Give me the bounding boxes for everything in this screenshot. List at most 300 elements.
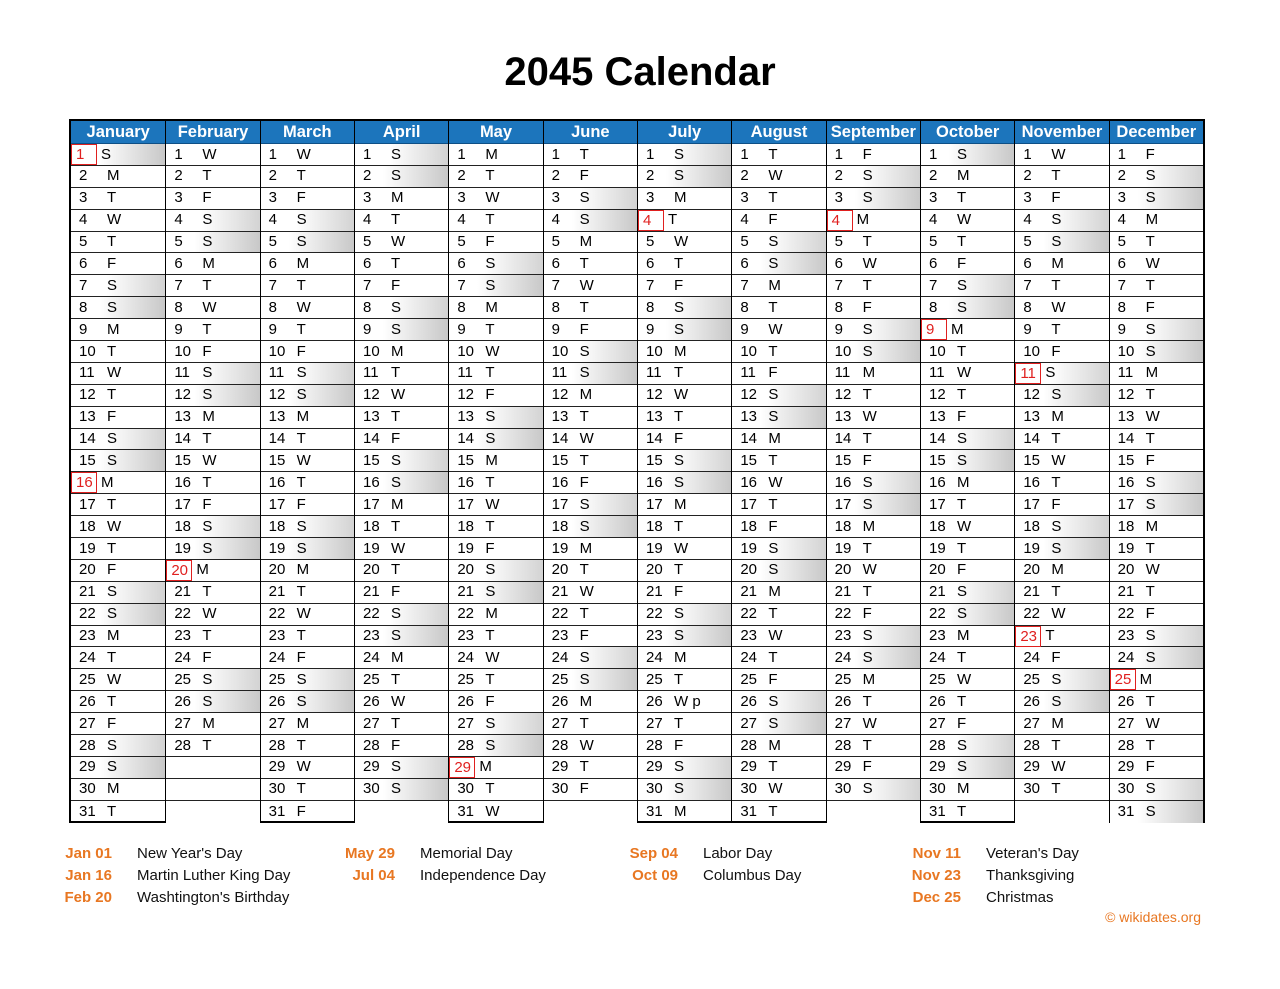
weekday-letter: T	[1045, 627, 1055, 645]
day-cell	[921, 341, 1014, 363]
weekday-letter: S	[674, 167, 685, 185]
day-number: 7	[551, 276, 560, 294]
day-cell	[638, 560, 731, 582]
day-cell	[355, 166, 448, 188]
holiday-row	[323, 865, 546, 887]
day-number: 8	[740, 298, 749, 316]
day-number: 26	[740, 692, 758, 710]
holiday-date: Feb 20	[64, 889, 112, 906]
day-number: 16	[646, 473, 663, 491]
day-number: 8	[363, 298, 372, 316]
day-cell	[544, 319, 637, 341]
weekday-letter: S	[1051, 517, 1062, 535]
day-cell	[921, 494, 1014, 516]
weekday-letter: M	[579, 386, 593, 404]
day-cell	[1110, 407, 1203, 429]
day-number: 30	[834, 780, 852, 798]
weekday-letter: T	[391, 364, 401, 382]
day-number: 8	[1023, 298, 1032, 316]
day-number: 21	[929, 583, 946, 601]
day-number: 10	[457, 342, 475, 360]
day-cell	[827, 144, 920, 166]
day-number: 9	[174, 320, 183, 338]
day-number: 9	[646, 320, 655, 338]
day-number: 13	[457, 408, 475, 426]
weekday-letter: T	[674, 517, 684, 535]
weekday-letter: W	[768, 473, 783, 491]
day-cell	[638, 166, 731, 188]
day-number: 15	[363, 451, 380, 469]
day-cell	[1015, 516, 1108, 538]
weekday-letter: M	[296, 254, 310, 272]
weekday-letter: S	[579, 342, 590, 360]
day-cell	[449, 604, 542, 626]
day-number: 25	[268, 670, 286, 688]
weekday-letter: W	[1145, 561, 1160, 579]
weekday-letter: S	[957, 736, 968, 754]
weekday-letter: M	[768, 276, 781, 294]
weekday-letter: F	[674, 430, 684, 448]
day-cell	[1110, 560, 1203, 582]
day-cell	[1110, 801, 1203, 823]
weekday-letter: T	[296, 276, 306, 294]
weekday-letter: M	[768, 736, 781, 754]
day-cell	[449, 582, 542, 604]
day-number: 13	[268, 408, 286, 426]
day-number: 6	[834, 254, 843, 272]
day-cell	[544, 166, 637, 188]
day-cell	[544, 450, 637, 472]
day-cell	[261, 429, 354, 451]
weekday-letter: T	[1145, 692, 1155, 710]
weekday-letter: F	[768, 670, 778, 688]
weekday-letter: S	[1145, 342, 1156, 360]
weekday-letter: S	[674, 780, 685, 798]
day-number: 14	[363, 430, 380, 448]
month-header: July	[638, 121, 731, 144]
weekday-letter: M	[1139, 670, 1153, 688]
day-number: 30	[551, 780, 569, 798]
day-number: 14	[79, 430, 96, 448]
month-column-october	[920, 121, 1014, 823]
day-cell	[921, 801, 1014, 823]
day-cell	[732, 363, 825, 385]
day-number: 27	[834, 714, 852, 732]
holiday-date: May 29	[344, 845, 395, 862]
weekday-letter: T	[579, 408, 589, 426]
day-cell	[166, 669, 259, 691]
day-cell	[638, 757, 731, 779]
holiday-row	[40, 843, 290, 865]
day-number: 8	[268, 298, 277, 316]
day-cell	[261, 779, 354, 801]
weekday-letter: W	[296, 298, 311, 316]
day-number: 18	[929, 517, 946, 535]
day-number: 23	[834, 627, 852, 645]
weekday-letter: F	[862, 758, 872, 776]
weekday-letter: M	[485, 145, 498, 163]
weekday-letter: W	[202, 145, 217, 163]
day-number: 23	[79, 627, 96, 645]
day-cell	[261, 669, 354, 691]
weekday-letter: T	[202, 320, 212, 338]
day-cell	[261, 363, 354, 385]
day-cell	[261, 210, 354, 232]
day-cell	[449, 779, 542, 801]
weekday-letter: F	[957, 408, 967, 426]
day-number: 1	[740, 145, 749, 163]
day-number: 15	[1117, 451, 1135, 469]
day-cell	[638, 669, 731, 691]
day-cell	[355, 516, 448, 538]
weekday-letter: S	[674, 320, 685, 338]
weekday-letter: M	[202, 254, 215, 272]
month-header: August	[732, 121, 825, 144]
day-number: 6	[79, 254, 88, 272]
day-cell	[449, 363, 542, 385]
day-number: 25	[457, 670, 475, 688]
day-cell	[1110, 275, 1203, 297]
day-number: 6	[740, 254, 749, 272]
weekday-letter: T	[957, 802, 967, 820]
day-cell	[732, 626, 825, 648]
day-number: 3	[1023, 189, 1032, 207]
day-number: 18	[79, 517, 96, 535]
weekday-letter: W	[485, 495, 500, 513]
day-number: 26	[551, 692, 569, 710]
weekday-letter: S	[957, 145, 968, 163]
day-cell	[449, 494, 542, 516]
day-number: 5	[740, 233, 749, 251]
day-number: 12	[740, 386, 758, 404]
day-cell	[166, 341, 259, 363]
day-cell	[732, 472, 825, 494]
day-number: 14	[551, 430, 569, 448]
day-number: 17	[268, 495, 286, 513]
day-number: 1	[929, 145, 938, 163]
day-cell	[638, 144, 731, 166]
day-cell	[638, 210, 731, 232]
day-cell	[638, 472, 731, 494]
day-number: 26	[646, 692, 663, 710]
day-number: 29	[363, 758, 380, 776]
weekday-letter: F	[579, 627, 589, 645]
weekday-letter: S	[1145, 189, 1156, 207]
weekday-letter: F	[674, 583, 684, 601]
day-number: 25	[79, 670, 96, 688]
day-cell	[732, 801, 825, 823]
day-number: 23	[457, 627, 475, 645]
weekday-letter: T	[107, 233, 117, 251]
day-cell	[1015, 407, 1108, 429]
day-cell	[638, 582, 731, 604]
day-cell	[827, 188, 920, 210]
day-number: 29	[79, 758, 96, 776]
day-cell	[355, 188, 448, 210]
year-calendar-grid	[69, 119, 1205, 823]
day-number: 4	[551, 211, 560, 229]
day-number: 21	[363, 583, 380, 601]
weekday-letter: T	[202, 736, 212, 754]
day-number: 23	[646, 627, 663, 645]
day-cell	[166, 494, 259, 516]
day-number: 12	[363, 386, 380, 404]
day-cell	[355, 582, 448, 604]
weekday-letter: T	[957, 648, 967, 666]
day-cell	[638, 429, 731, 451]
day-number: 2	[1117, 167, 1126, 185]
day-cell	[449, 407, 542, 429]
holiday-row	[40, 865, 290, 887]
weekday-letter: T	[674, 408, 684, 426]
weekday-letter: F	[957, 561, 967, 579]
day-number: 26	[1023, 692, 1041, 710]
month-header: September	[827, 121, 920, 144]
day-number: 11	[174, 364, 190, 382]
weekday-letter: M	[579, 233, 593, 251]
day-cell	[1015, 779, 1108, 801]
day-cell	[355, 144, 448, 166]
day-cell	[449, 275, 542, 297]
weekday-letter: W	[296, 758, 311, 776]
holiday-row	[606, 865, 801, 887]
day-cell	[732, 319, 825, 341]
day-number: 13	[1117, 408, 1135, 426]
weekday-letter: T	[1145, 736, 1155, 754]
day-number: 22	[268, 605, 286, 623]
day-cell	[1110, 166, 1203, 188]
day-number: 4	[268, 211, 277, 229]
weekday-letter: S	[1051, 539, 1062, 557]
day-cell	[638, 253, 731, 275]
day-number: 2	[929, 167, 938, 185]
weekday-letter: F	[768, 211, 778, 229]
day-number: 22	[834, 605, 852, 623]
empty-day-cell	[827, 801, 920, 823]
day-cell	[1015, 669, 1108, 691]
weekday-letter: S	[862, 167, 873, 185]
day-number: 5	[457, 233, 466, 251]
day-cell	[638, 341, 731, 363]
day-number: 18	[1117, 517, 1135, 535]
day-number: 21	[1117, 583, 1135, 601]
day-number: 10	[1117, 342, 1135, 360]
day-number: 9	[834, 320, 843, 338]
month-column-january	[71, 121, 165, 823]
weekday-letter: M	[957, 627, 970, 645]
month-column-june	[543, 121, 637, 823]
day-cell	[638, 779, 731, 801]
day-cell	[732, 647, 825, 669]
weekday-letter: W	[391, 692, 406, 710]
day-number: 24	[1023, 648, 1041, 666]
weekday-letter: T	[579, 451, 589, 469]
day-number: 9	[1023, 320, 1032, 338]
weekday-letter: M	[957, 780, 970, 798]
weekday-letter: S	[768, 714, 779, 732]
day-cell	[1015, 429, 1108, 451]
day-cell	[355, 297, 448, 319]
day-cell	[638, 385, 731, 407]
day-number: 3	[551, 189, 560, 207]
weekday-letter: F	[107, 561, 117, 579]
day-number: 19	[1023, 539, 1041, 557]
weekday-letter: M	[579, 539, 593, 557]
weekday-letter: M	[1145, 211, 1159, 229]
weekday-letter: S	[862, 495, 873, 513]
day-cell	[1015, 626, 1108, 648]
day-number: 25	[740, 670, 758, 688]
weekday-letter: F	[862, 298, 872, 316]
day-number: 14	[740, 430, 758, 448]
day-number: 16	[740, 473, 758, 491]
day-number: 15	[646, 451, 663, 469]
day-number: 13	[174, 408, 192, 426]
day-number: 5	[551, 233, 560, 251]
day-number: 26	[79, 692, 96, 710]
day-cell	[732, 560, 825, 582]
day-number: 21	[79, 583, 96, 601]
day-cell	[355, 253, 448, 275]
day-cell	[355, 341, 448, 363]
day-cell	[732, 779, 825, 801]
weekday-letter: T	[862, 386, 872, 404]
day-cell	[449, 297, 542, 319]
day-number: 3	[834, 189, 843, 207]
day-cell	[71, 429, 165, 451]
weekday-letter: T	[1051, 780, 1061, 798]
weekday-letter: M	[391, 648, 404, 666]
weekday-letter: T	[107, 648, 117, 666]
weekday-letter: M	[1051, 561, 1064, 579]
day-number: 25	[646, 670, 663, 688]
day-number: 5	[268, 233, 277, 251]
weekday-letter: S	[485, 714, 496, 732]
day-number: 28	[1117, 736, 1135, 754]
day-cell	[355, 407, 448, 429]
day-number: 24	[363, 648, 380, 666]
day-cell	[544, 385, 637, 407]
day-number: 14	[929, 430, 946, 448]
day-cell	[827, 713, 920, 735]
weekday-letter: T	[768, 758, 778, 776]
day-number: 30	[268, 780, 286, 798]
weekday-letter: T	[768, 189, 778, 207]
day-number: 14	[1023, 430, 1041, 448]
day-number: 16	[457, 473, 475, 491]
day-cell	[544, 275, 637, 297]
day-cell	[449, 691, 542, 713]
weekday-letter: T	[579, 254, 589, 272]
day-number: 20	[834, 561, 852, 579]
weekday-letter: T	[391, 670, 401, 688]
day-number: 11	[1117, 364, 1134, 382]
day-number: 8	[79, 298, 88, 316]
day-cell	[449, 166, 542, 188]
day-cell	[261, 516, 354, 538]
day-cell	[261, 560, 354, 582]
day-number: 11	[79, 364, 95, 382]
day-number: 23	[268, 627, 286, 645]
weekday-letter: T	[579, 758, 589, 776]
day-cell	[355, 779, 448, 801]
day-number: 8	[551, 298, 560, 316]
day-cell	[732, 450, 825, 472]
day-number: 18	[834, 517, 852, 535]
day-cell	[544, 604, 637, 626]
day-cell	[71, 450, 165, 472]
day-number: 28	[740, 736, 758, 754]
weekday-letter: S	[202, 670, 213, 688]
day-cell	[732, 253, 825, 275]
day-cell	[71, 538, 165, 560]
weekday-letter: S	[674, 758, 685, 776]
weekday-letter: M	[862, 364, 876, 382]
day-cell	[544, 582, 637, 604]
day-cell	[166, 604, 259, 626]
day-number: 2	[646, 167, 655, 185]
day-cell	[921, 319, 1014, 341]
day-number: 20	[363, 561, 380, 579]
day-number: 11	[929, 364, 945, 382]
day-cell	[449, 801, 542, 823]
day-number: 13	[929, 408, 946, 426]
weekday-letter: F	[957, 714, 967, 732]
day-cell	[544, 363, 637, 385]
day-cell	[71, 232, 165, 254]
day-cell	[355, 604, 448, 626]
weekday-letter: T	[391, 408, 401, 426]
day-cell	[544, 538, 637, 560]
credit-link[interactable]: © wikidates.org	[1105, 909, 1201, 925]
day-number: 24	[268, 648, 286, 666]
day-number: 18	[457, 517, 475, 535]
day-cell	[261, 582, 354, 604]
day-cell	[921, 363, 1014, 385]
weekday-letter: W	[202, 298, 217, 316]
day-cell	[638, 319, 731, 341]
day-number: 11	[834, 364, 851, 382]
day-cell	[449, 472, 542, 494]
day-cell	[355, 669, 448, 691]
weekday-letter: T	[202, 473, 212, 491]
day-number: 3	[740, 189, 749, 207]
day-cell	[261, 713, 354, 735]
day-number: 20	[268, 561, 286, 579]
day-number: 29	[929, 758, 946, 776]
day-number: 19	[740, 539, 758, 557]
weekday-letter: M	[957, 167, 970, 185]
weekday-letter: S	[202, 692, 213, 710]
weekday-letter: M	[391, 189, 404, 207]
day-number: 27	[79, 714, 96, 732]
weekday-letter: F	[485, 233, 495, 251]
day-number: 1	[834, 145, 843, 163]
day-cell	[449, 560, 542, 582]
day-cell	[1110, 538, 1203, 560]
weekday-letter: M	[862, 517, 876, 535]
day-cell	[355, 232, 448, 254]
weekday-letter: T	[1051, 736, 1061, 754]
weekday-letter: S	[107, 298, 118, 316]
day-cell	[1015, 363, 1108, 385]
day-number: 5	[1023, 233, 1032, 251]
day-cell	[71, 669, 165, 691]
day-cell	[355, 210, 448, 232]
day-number: 21	[268, 583, 286, 601]
day-cell	[355, 363, 448, 385]
day-number: 16	[834, 473, 852, 491]
